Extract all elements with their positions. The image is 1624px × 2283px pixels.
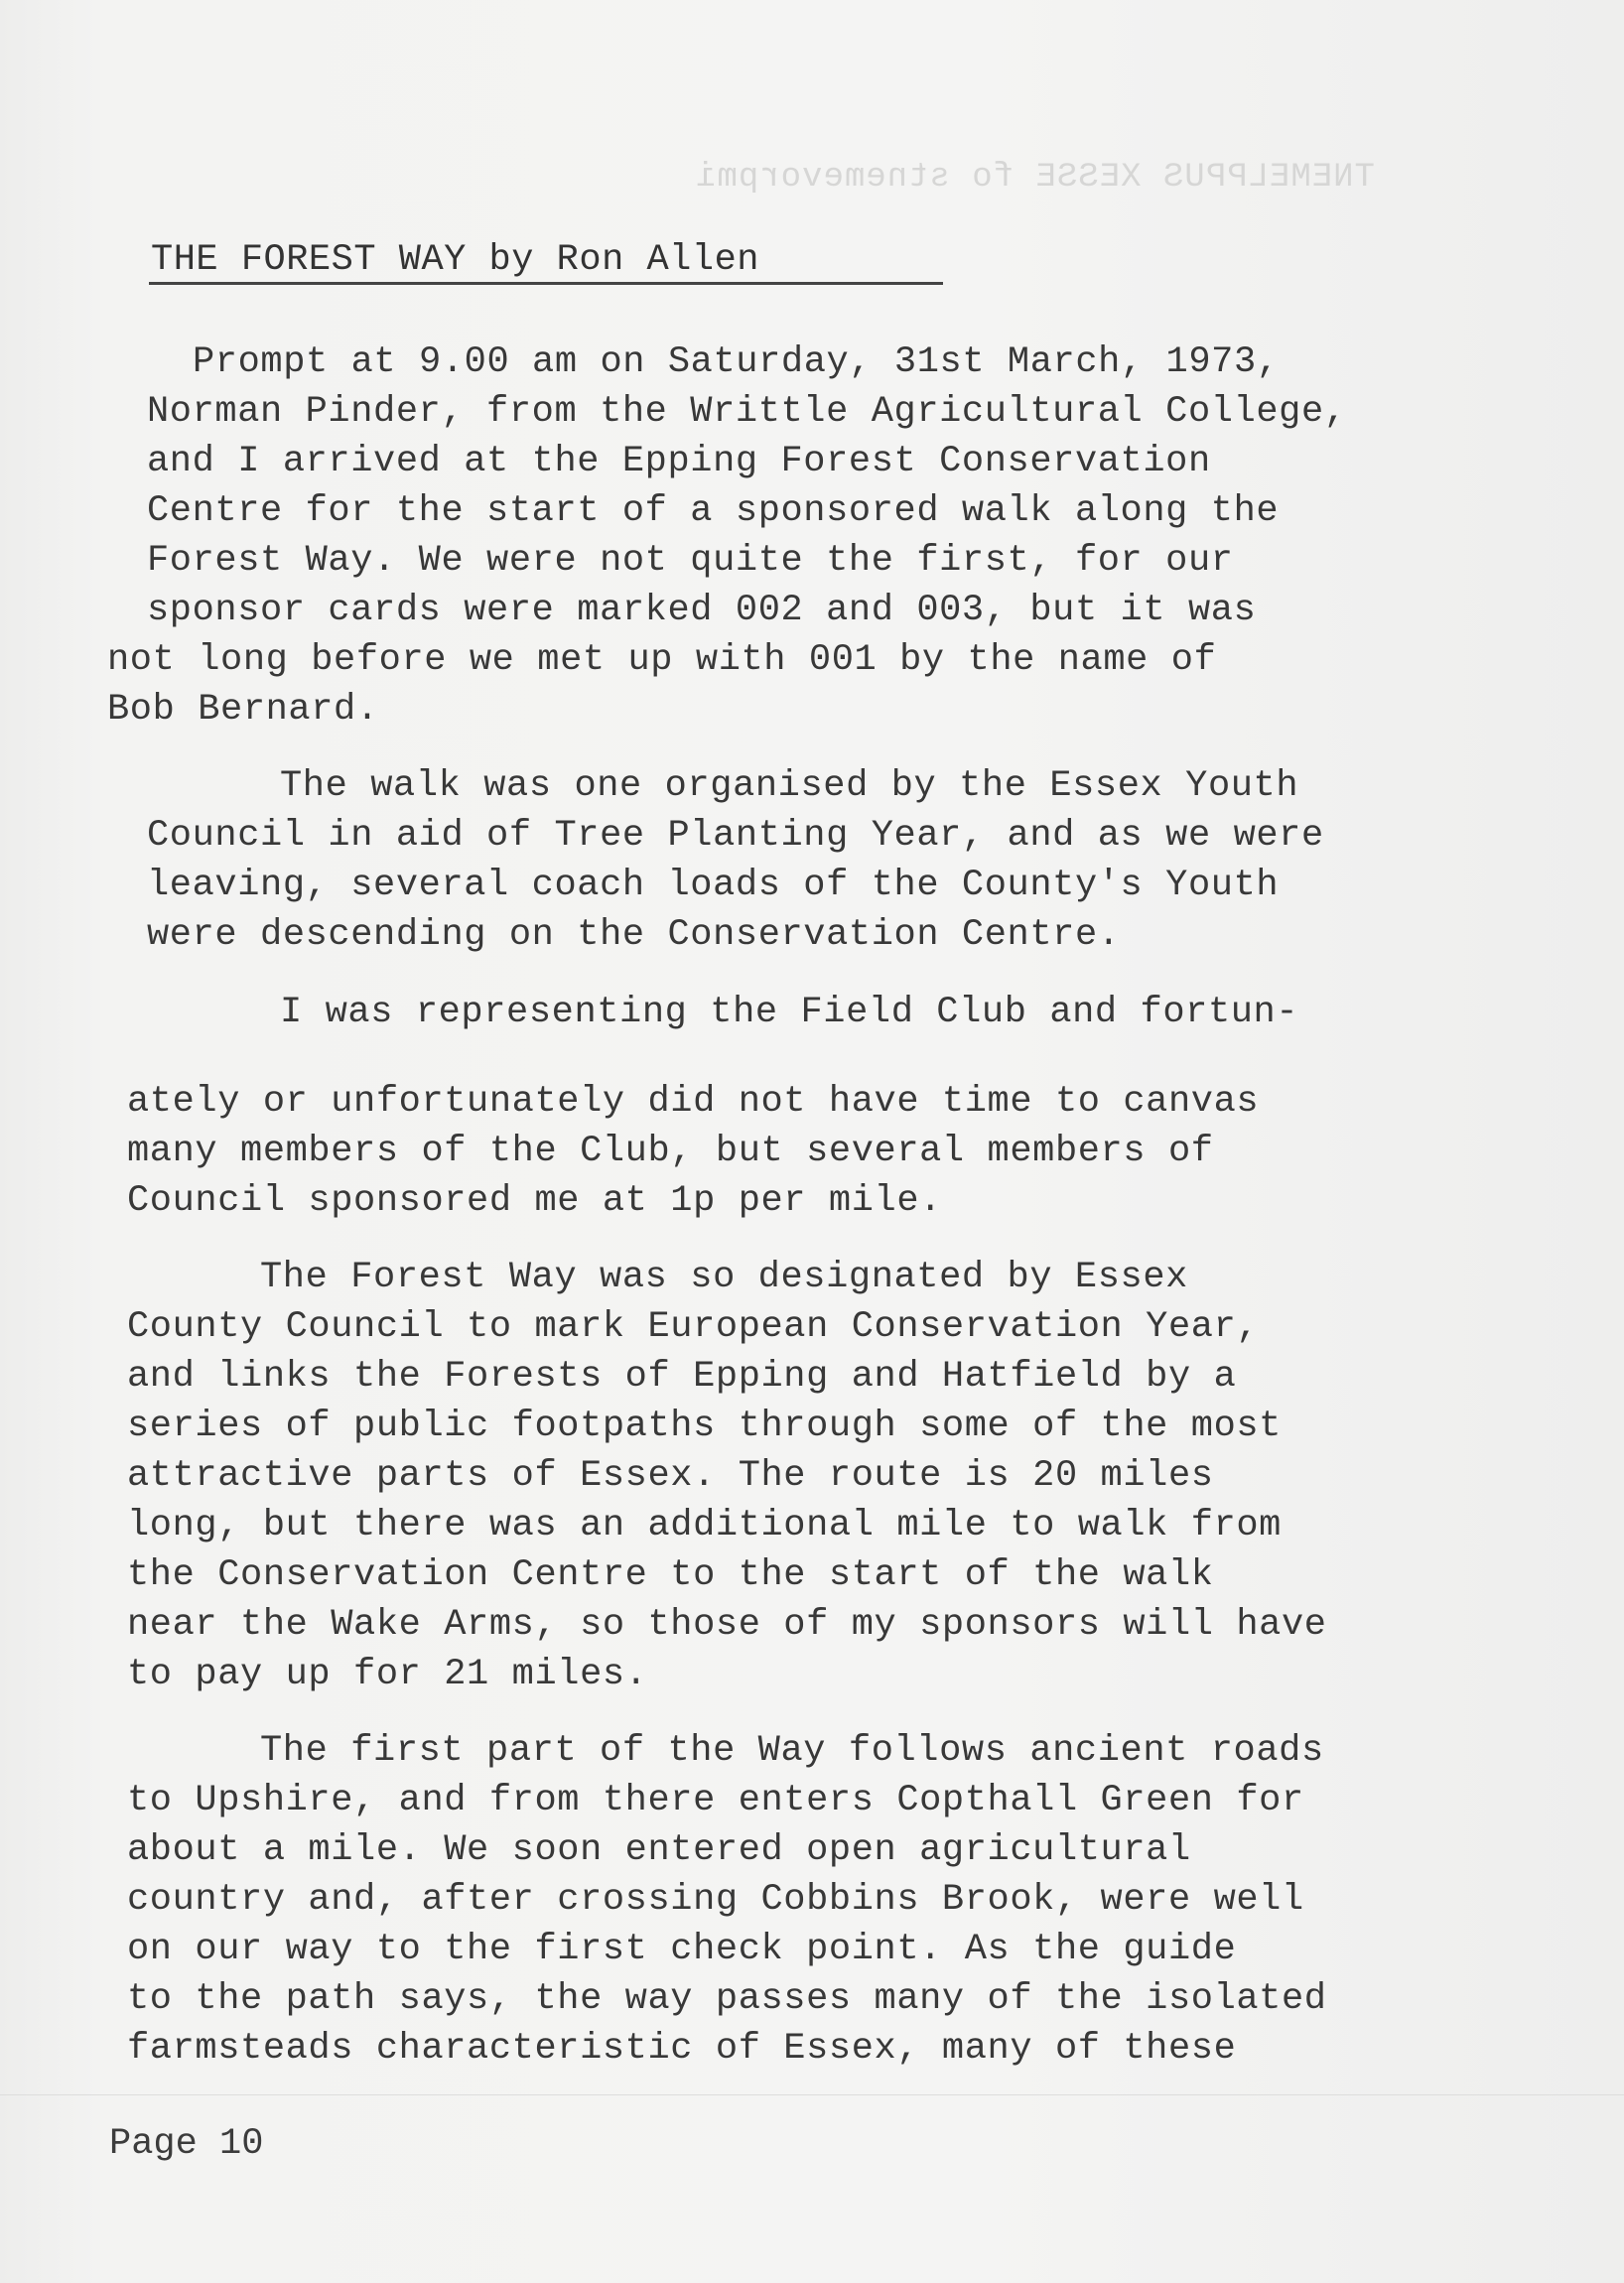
paragraph-5-line-6: to the path says, the way passes many of the isolated <box>127 1978 1327 2020</box>
paragraph-2-line-1: The walk was one organised by the Essex Youth <box>280 765 1299 807</box>
paragraph-4-line-3: and links the Forests of Epping and Hatfield by a <box>127 1356 1237 1398</box>
paragraph-5-line-5: on our way to the first check point. As the guide <box>127 1929 1237 1970</box>
paragraph-4-line-5: attractive parts of Essex. The route is 20 miles <box>127 1455 1214 1497</box>
paragraph-4-line-4: series of public footpaths through some of the most <box>127 1406 1282 1447</box>
paragraph-4-line-6: long, but there was an additional mile to walk from <box>127 1505 1282 1546</box>
paragraph-4-line-8: near the Wake Arms, so those of my sponsors will have <box>127 1604 1327 1646</box>
paragraph-1-line-3: and I arrived at the Epping Forest Conservation <box>147 441 1211 482</box>
title-underline <box>149 282 943 285</box>
paragraph-5-line-1: The first part of the Way follows ancient roads <box>260 1730 1324 1772</box>
paragraph-5-line-3: about a mile. We soon entered open agricultural <box>127 1829 1191 1871</box>
paragraph-1-line-2: Norman Pinder, from the Writtle Agricultural College, <box>147 391 1347 433</box>
paragraph-2-line-3: leaving, several coach loads of the County's Youth <box>147 865 1280 906</box>
paragraph-3-line-1: I was representing the Field Club and fortun- <box>280 992 1299 1033</box>
paragraph-3-line-2: ately or unfortunately did not have time to canvas <box>127 1081 1260 1123</box>
paragraph-4-line-2: County Council to mark European Conservation Year, <box>127 1306 1260 1348</box>
paragraph-1-line-6: sponsor cards were marked 002 and 003, but it was <box>147 590 1257 631</box>
article-title: THE FOREST WAY by Ron Allen <box>151 239 759 281</box>
paragraph-5-line-4: country and, after crossing Cobbins Brook, were well <box>127 1879 1304 1921</box>
paragraph-4-line-7: the Conservation Centre to the start of the walk <box>127 1554 1214 1596</box>
paragraph-2-line-2: Council in aid of Tree Planting Year, and as we were <box>147 815 1324 857</box>
paragraph-5-line-2: to Upshire, and from there enters Copthall Green for <box>127 1780 1304 1821</box>
paragraph-1-line-7: not long before we met up with 001 by the name of <box>107 639 1217 681</box>
paragraph-2-line-4: were descending on the Conservation Centre. <box>147 914 1121 956</box>
paragraph-3-line-4: Council sponsored me at 1p per mile. <box>127 1180 942 1222</box>
paragraph-1-line-8: Bob Bernard. <box>107 689 379 731</box>
paragraph-4-line-9: to pay up for 21 miles. <box>127 1654 648 1695</box>
bleed-through-text: TNEMELPPUS XESSE fo stnemevorpmi <box>695 159 1375 197</box>
paragraph-3-line-3: many members of the Club, but several members of <box>127 1131 1214 1172</box>
paragraph-5-line-7: farmsteads characteristic of Essex, many of these <box>127 2028 1237 2070</box>
paragraph-4-line-1: The Forest Way was so designated by Essex <box>260 1257 1188 1298</box>
paragraph-1-line-5: Forest Way. We were not quite the first, for our <box>147 540 1234 582</box>
page-number: Page 10 <box>109 2123 264 2165</box>
paragraph-1-line-4: Centre for the start of a sponsored walk along the <box>147 490 1280 532</box>
paragraph-1-line-1: Prompt at 9.00 am on Saturday, 31st March, 1973, <box>193 341 1280 383</box>
footer-rule <box>0 2094 1624 2095</box>
